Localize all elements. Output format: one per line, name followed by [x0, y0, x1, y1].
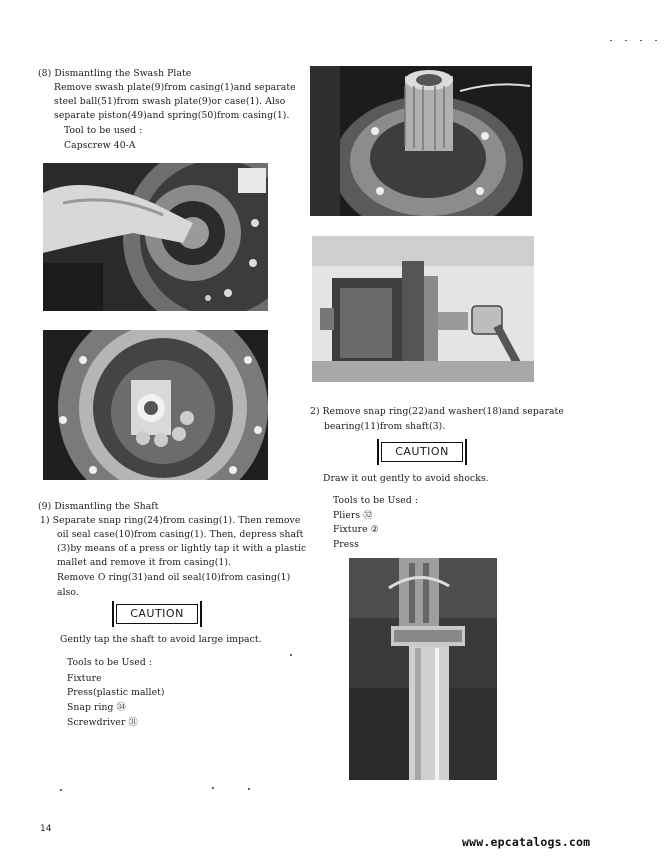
scan-speck [290, 654, 292, 656]
sec8-tool: Capscrew 40-A [64, 140, 136, 151]
caution-text-right: Draw it out gently to avoid shocks. [323, 473, 489, 484]
tool-item: Snap ring ㉞ [67, 702, 126, 713]
scan-speck [655, 40, 657, 41]
scan-speck [248, 788, 250, 790]
sec8-line: separate piston(49)and spring(50)from casing(1). [54, 110, 290, 121]
tool-item: Fixture [67, 673, 102, 684]
step2-line: bearing(11)from shaft(3). [324, 421, 446, 432]
sec8-line: steel ball(51)from swash plate(9)or case(1). Also [54, 96, 286, 107]
sec9-line: (3)by means of a press or lightly tap it with a plastic [57, 543, 307, 554]
scan-speck [610, 40, 612, 41]
tool-item: Press [333, 539, 359, 550]
sec9-line: oil seal case(10)from casing(1). Then, depress shaft [57, 529, 304, 540]
scan-speck [625, 40, 627, 41]
scan-speck [60, 789, 62, 791]
tool-item: Pliers ㉜ [333, 510, 373, 521]
tool-item: Screwdriver ㉛ [67, 717, 138, 728]
sec9-line: also. [57, 587, 79, 598]
sec9-line: 1) Separate snap ring(24)from casing(1). Then remove [40, 515, 301, 526]
sec9-heading: (9) Dismantling the Shaft [38, 501, 159, 512]
photo-casing-interior [43, 330, 268, 480]
tool-item: Fixture ② [333, 524, 379, 535]
sec8-heading: (8) Dismantling the Swash Plate [38, 68, 192, 79]
scan-speck [212, 787, 214, 789]
caution-label-left: CAUTION [116, 604, 198, 624]
page-number: 14 [40, 824, 52, 834]
caution-label-right: CAUTION [381, 442, 463, 462]
photo-shaft-tapping [312, 236, 534, 382]
photo-swash-plate-removal [43, 163, 268, 311]
scan-speck [640, 40, 642, 41]
photo-shaft-splined-end [310, 66, 532, 216]
step2-line: 2) Remove snap ring(22)and washer(18)and separate [310, 406, 564, 417]
sec8-tools-label: Tool to be used : [64, 125, 143, 136]
sec9-line: mallet and remove it from casing(1). [57, 557, 232, 568]
tools-label-right: Tools to be Used : [333, 495, 419, 506]
caution-text-left: Gently tap the shaft to avoid large impact. [60, 634, 262, 645]
watermark-url[interactable]: www.epcatalogs.com [462, 835, 591, 849]
photo-bearing-press [349, 558, 497, 780]
sec9-line: Remove O ring(31)and oil seal(10)from casing(1) [57, 572, 291, 583]
tools-label-left: Tools to be Used : [67, 657, 153, 668]
tool-item: Press(plastic mallet) [67, 687, 165, 698]
sec8-line: Remove swash plate(9)from casing(1)and separate [54, 82, 296, 93]
